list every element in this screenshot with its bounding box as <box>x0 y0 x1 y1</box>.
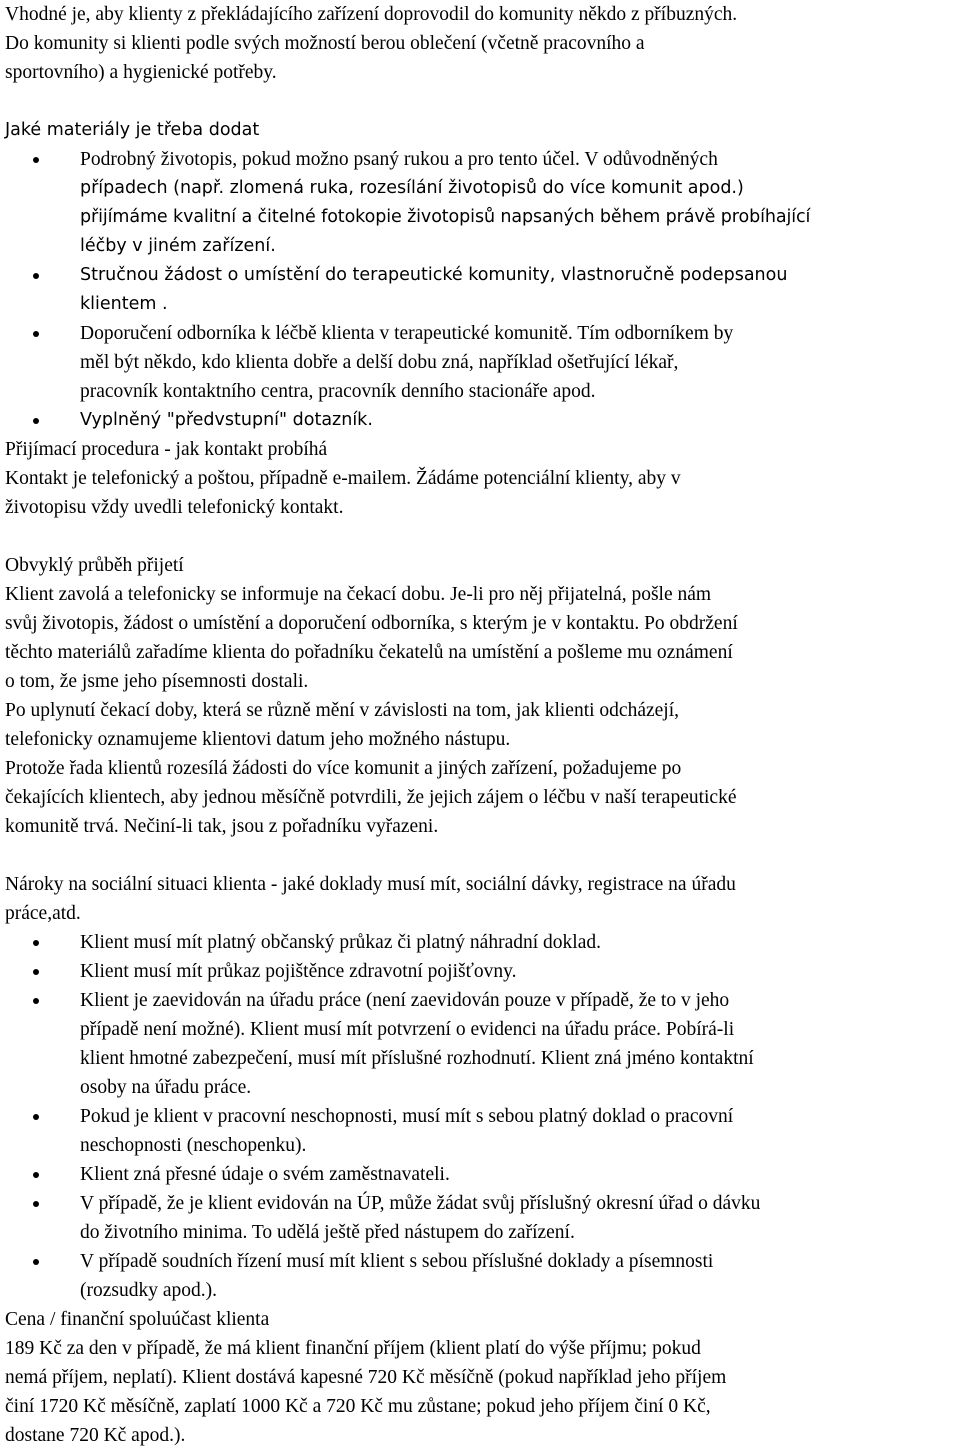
bullet-icon <box>33 998 39 1004</box>
text-line: Vyplněný "předvstupní" dotazník. <box>80 410 373 430</box>
text-line: Klient musí mít platný občanský průkaz či platný náhradní doklad. <box>80 932 601 953</box>
text-line: sportovního) a hygienické potřeby. <box>5 62 277 83</box>
text-line: činí 1720 Kč měsíčně, zaplatí 1000 Kč a 720 Kč mu zůstane; pokud jeho příjem činí 0 Kč, <box>5 1396 711 1417</box>
bullet-icon <box>33 1172 39 1178</box>
text-line: telefonicky oznamujeme klientovi datum jeho možného nástupu. <box>5 729 511 750</box>
cost-heading: Cena / finanční spoluúčast klienta <box>5 1309 270 1330</box>
social-list <box>5 928 955 1305</box>
list-item <box>5 319 955 406</box>
text-line: V případě soudních řízení musí mít klient s sebou příslušné doklady a písemnosti <box>80 1251 714 1272</box>
text-line: do životního minima. To udělá ještě před nástupem do zařízení. <box>80 1222 575 1243</box>
course-heading: Obvyklý průběh přijetí <box>5 555 184 576</box>
text-line: neschopnosti (neschopenku). <box>80 1135 307 1156</box>
course-paragraph <box>5 580 955 841</box>
text-line: Po uplynutí čekací doby, která se různě mění v závislosti na tom, jak klienti odcházejí, <box>5 700 680 721</box>
text-line: osoby na úřadu práce. <box>80 1077 252 1098</box>
text-line: klient hmotné zabezpečení, musí mít příslušné rozhodnutí. Klient zná jméno kontaktní <box>80 1048 754 1069</box>
text-line: nemá příjem, neplatí). Klient dostává kapesné 720 Kč měsíčně (pokud například jeho příjem <box>5 1367 727 1388</box>
text-line: pracovník kontaktního centra, pracovník denního stacionáře apod. <box>80 381 596 402</box>
text-line: Do komunity si klienti podle svých možností berou oblečení (včetně pracovního a <box>5 33 645 54</box>
materials-heading: Jaké materiály je třeba dodat <box>5 120 260 140</box>
text-line: Kontakt je telefonický a poštou, případně e-mailem. Žádáme potenciální klienty, aby v <box>5 468 681 489</box>
bullet-icon <box>33 1201 39 1207</box>
list-item <box>5 145 955 261</box>
list-item <box>5 928 955 957</box>
materials-list <box>5 145 955 435</box>
text-line: měl být někdo, kdo klienta dobře a delší dobu zná, například ošetřující lékař, <box>80 352 679 373</box>
list-item <box>5 957 955 986</box>
text-line: komunitě trvá. Nečiní-li tak, jsou z pořadníku vyřazeni. <box>5 816 439 837</box>
cost-paragraph <box>5 1334 955 1450</box>
text-line: Pokud je klient v pracovní neschopnosti, musí mít s sebou platný doklad o pracovní <box>80 1106 734 1127</box>
text-line: Klient je zaevidován na úřadu práce (není zaevidován pouze v případě, že to v jeho <box>80 990 730 1011</box>
text-line: Klient zná přesné údaje o svém zaměstnavateli. <box>80 1164 450 1185</box>
text-line: o tom, že jsme jeho písemnosti dostali. <box>5 671 309 692</box>
bullet-icon <box>33 1259 39 1265</box>
list-item <box>5 1247 955 1305</box>
text-line: Protože řada klientů rozesílá žádosti do více komunit a jiných zařízení, požadujeme po <box>5 758 682 779</box>
text-line: klientem . <box>80 294 168 314</box>
text-line: svůj životopis, žádost o umístění a doporučení odborníka, s kterým je v kontaktu. Po obdržení <box>5 613 738 634</box>
list-item <box>5 406 955 435</box>
text-line: Klient musí mít průkaz pojištěnce zdravotní pojišťovny. <box>80 961 517 982</box>
text-line: Stručnou žádost o umístění do terapeutické komunity, vlastnoručně podepsanou <box>80 265 788 285</box>
bullet-icon <box>33 1114 39 1120</box>
text-line: případech (např. zlomená ruka, rozesílání životopisů do více komunit apod.) <box>80 178 744 198</box>
text-line: čekajících klientech, aby jednou měsíčně potvrdili, že jejich zájem o léčbu v naší terapeutické <box>5 787 737 808</box>
bullet-icon <box>33 331 39 337</box>
text-line: Podrobný životopis, pokud možno psaný rukou a pro tento účel. V odůvodněných <box>80 149 718 170</box>
list-item <box>5 1189 955 1247</box>
bullet-icon <box>33 969 39 975</box>
text-line: těchto materiálů zařadíme klienta do pořadníku čekatelů na umístění a pošleme mu oznámení <box>5 642 733 663</box>
text-line: V případě, že je klient evidován na ÚP, může žádat svůj příslušný okresní úřad o dávku <box>80 1193 761 1214</box>
text-line: dostane 720 Kč apod.). <box>5 1425 186 1446</box>
text-line: 189 Kč za den v případě, že má klient finanční příjem (klient platí do výše příjmu; pokud <box>5 1338 701 1359</box>
text-line: Doporučení odborníka k léčbě klienta v terapeutické komunitě. Tím odborníkem by <box>80 323 734 344</box>
text-line: Vhodné je, aby klienty z překládajícího zařízení doprovodil do komunity někdo z příbuzných. <box>5 4 738 25</box>
social-heading: Nároky na sociální situaci klienta - jaké doklady musí mít, sociální dávky, registrace na úřadu <box>5 874 736 895</box>
intro-paragraph <box>5 0 955 87</box>
admission-heading: Přijímací procedura - jak kontakt probíhá <box>5 439 328 460</box>
paragraph-gap <box>5 522 955 551</box>
text-line: Klient zavolá a telefonicky se informuje na čekací dobu. Je-li pro něj přijatelná, pošle nám <box>5 584 712 605</box>
social-heading-cont: práce,atd. <box>5 903 81 924</box>
bullet-icon <box>33 157 39 163</box>
list-item <box>5 261 955 319</box>
paragraph-gap <box>5 841 955 870</box>
text-line: léčby v jiném zařízení. <box>80 236 276 256</box>
list-item <box>5 1160 955 1189</box>
text-line: případě není možné). Klient musí mít potvrzení o evidenci na úřadu práce. Pobírá-li <box>80 1019 735 1040</box>
paragraph-gap <box>5 87 955 116</box>
list-item <box>5 1102 955 1160</box>
bullet-icon <box>33 940 39 946</box>
bullet-icon <box>33 418 39 424</box>
bullet-icon <box>33 273 39 279</box>
text-line: životopisu vždy uvedli telefonický kontakt. <box>5 497 344 518</box>
text-line: přijímáme kvalitní a čitelné fotokopie životopisů napsaných během právě probíhající <box>80 207 811 227</box>
list-item <box>5 986 955 1102</box>
text-line: (rozsudky apod.). <box>80 1280 218 1301</box>
